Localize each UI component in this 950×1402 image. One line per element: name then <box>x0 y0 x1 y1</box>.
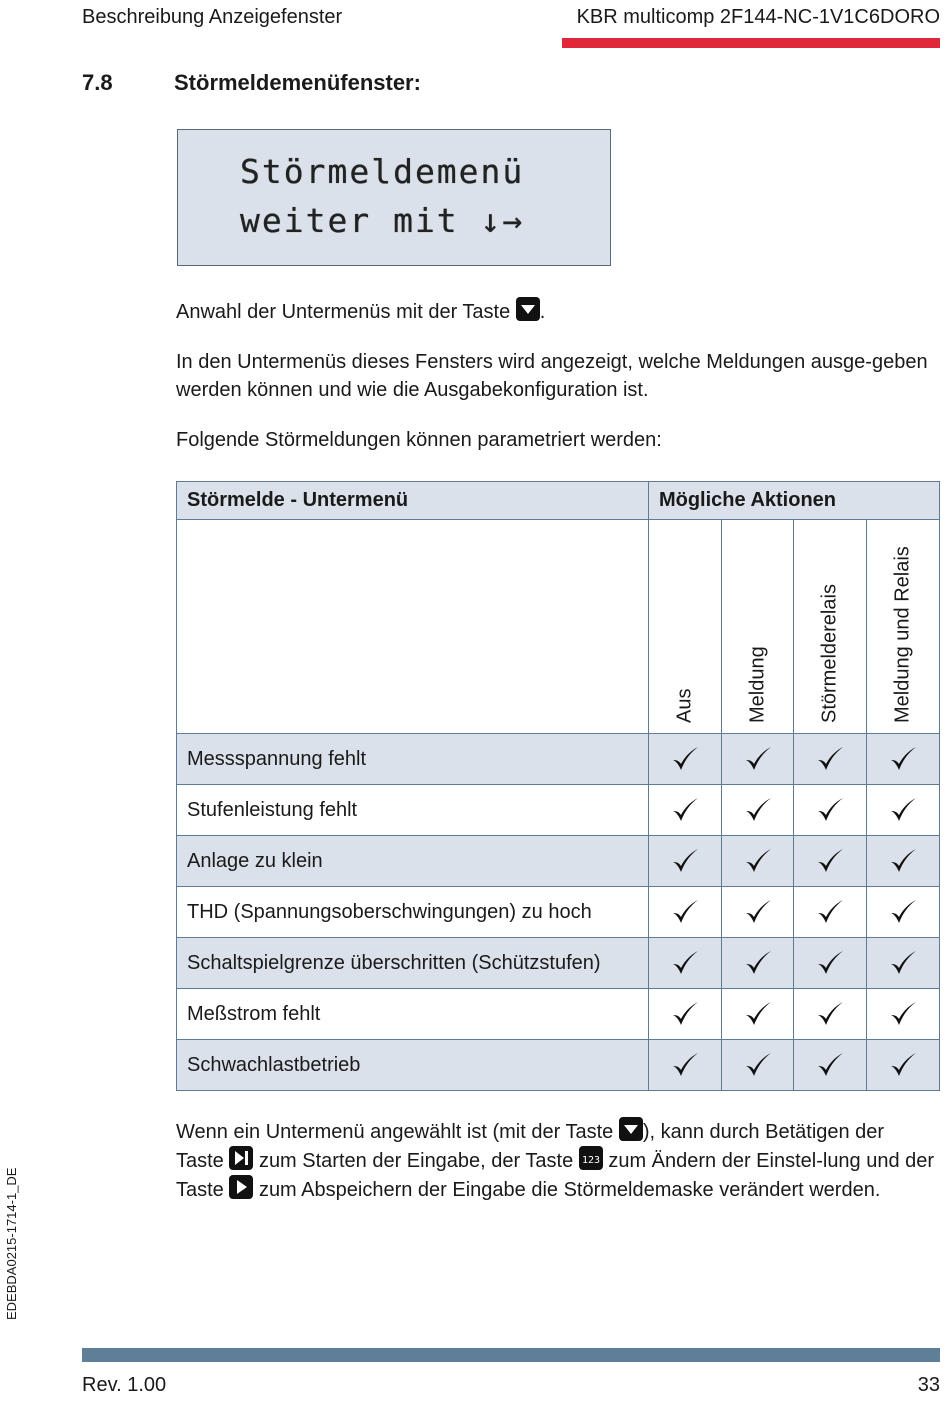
checkmark-icon <box>721 887 794 938</box>
checkmark-icon <box>721 785 794 836</box>
checkmark-icon <box>721 989 794 1040</box>
checkmark-icon <box>648 836 721 887</box>
checkmark-icon <box>794 989 867 1040</box>
checkmark-icon <box>648 938 721 989</box>
lcd-line-2: weiter mit ↓→ <box>240 201 525 240</box>
table-row <box>177 989 940 1040</box>
action-header-meldung-und-relais <box>867 520 940 734</box>
table-row <box>177 887 940 938</box>
outro-text-2: ), kann durch Betätigen der Taste <box>176 1121 885 1172</box>
row-label: Schaltspielgrenze überschritten (Schützstufen) <box>177 938 649 989</box>
checkmark-icon <box>867 1040 940 1091</box>
digits-123-key-icon <box>579 1146 603 1170</box>
footer-revision: Rev. 1.00 <box>82 1374 167 1396</box>
intro-text: Anwahl der Untermenüs mit der Taste <box>176 301 511 323</box>
outro-text-4: zum Ändern der Einstel-lung und der Taste <box>176 1150 935 1201</box>
checkmark-icon <box>721 1040 794 1091</box>
checkmark-icon <box>867 887 940 938</box>
checkmark-icon <box>794 1040 867 1091</box>
checkmark-icon <box>648 989 721 1040</box>
outro-text-3: zum Starten der Eingabe, der Taste <box>258 1150 574 1172</box>
checkmark-icon <box>794 734 867 785</box>
row-label: Messspannung fehlt <box>177 734 649 785</box>
header-right: KBR multicomp 2F144-NC-1V1C6DORO <box>576 6 940 28</box>
action-header-meldung <box>721 520 794 734</box>
lcd-display <box>177 129 611 266</box>
intro-paragraph-1 <box>176 297 936 326</box>
checkmark-icon <box>867 785 940 836</box>
checkmark-icon <box>721 836 794 887</box>
row-label: Meßstrom fehlt <box>177 989 649 1040</box>
row-label: Anlage zu klein <box>177 836 649 887</box>
checkmark-icon <box>721 734 794 785</box>
checkmark-icon <box>648 887 721 938</box>
checkmark-icon <box>794 785 867 836</box>
section-title: Störmeldemenüfenster: <box>174 70 421 95</box>
fault-message-table <box>176 481 940 1091</box>
checkmark-icon <box>867 989 940 1040</box>
skip-forward-key-icon <box>229 1146 253 1170</box>
action-label: Störmelderelais <box>818 584 841 723</box>
document-code: EDEBDA0215-1714-1_DE <box>4 1167 19 1320</box>
table-row <box>177 1040 940 1091</box>
intro-paragraph-3: Folgende Störmeldungen können parametriert werden: <box>176 429 662 451</box>
row-label: THD (Spannungsoberschwingungen) zu hoch <box>177 887 649 938</box>
action-label: Meldung und Relais <box>891 546 914 723</box>
arrow-down-key-icon <box>516 297 540 321</box>
table-row <box>177 938 940 989</box>
checkmark-icon <box>721 938 794 989</box>
table-row <box>177 785 940 836</box>
table-row <box>177 836 940 887</box>
intro-paragraph-2: In den Untermenüs dieses Fensters wird angezeigt, welche Meldungen ausge-geben werden können und wie die Ausgabekonfiguration ist. <box>176 351 928 401</box>
header-blank-cell <box>177 520 649 734</box>
action-header-stoermelderelais <box>794 520 867 734</box>
checkmark-icon <box>867 836 940 887</box>
svg-text:123: 123 <box>581 1155 600 1166</box>
checkmark-icon <box>794 938 867 989</box>
action-header-aus <box>648 520 721 734</box>
outro-text-1: Wenn ein Untermenü angewählt ist (mit der Taste <box>176 1121 614 1143</box>
arrow-right-key-icon <box>229 1175 253 1199</box>
checkmark-icon <box>648 785 721 836</box>
checkmark-icon <box>794 887 867 938</box>
outro-text-5: zum Abspeichern der Eingabe die Störmeldemaske verändert werden. <box>258 1179 881 1201</box>
checkmark-icon <box>867 734 940 785</box>
intro-text-end: . <box>539 301 546 323</box>
col-header-actions: Mögliche Aktionen <box>648 482 939 520</box>
action-label: Meldung <box>746 646 769 723</box>
col-header-menu: Störmelde - Untermenü <box>177 482 649 520</box>
action-label: Aus <box>673 688 696 723</box>
checkmark-icon <box>867 938 940 989</box>
checkmark-icon <box>794 836 867 887</box>
lcd-line-1: Störmeldemenü <box>240 152 525 191</box>
header-left: Beschreibung Anzeigefenster <box>82 6 343 28</box>
row-label: Stufenleistung fehlt <box>177 785 649 836</box>
page-number: 33 <box>917 1374 940 1396</box>
section-number: 7.8 <box>82 70 113 95</box>
outro-paragraph <box>176 1117 936 1204</box>
table-row <box>177 734 940 785</box>
checkmark-icon <box>648 734 721 785</box>
arrow-down-key-icon <box>619 1117 643 1141</box>
header-accent-bar <box>562 38 940 48</box>
checkmark-icon <box>648 1040 721 1091</box>
footer-bar <box>82 1348 940 1362</box>
row-label: Schwachlastbetrieb <box>177 1040 649 1091</box>
